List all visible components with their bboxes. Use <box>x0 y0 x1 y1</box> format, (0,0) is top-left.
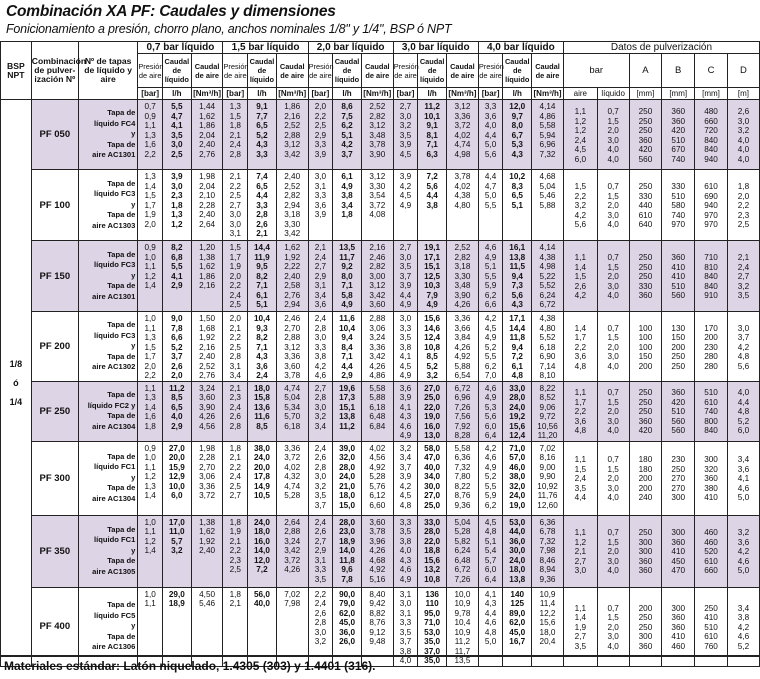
datos-col-3: 330 510 580 740 970 <box>662 170 695 241</box>
mm-unit-header: [mm] <box>662 88 695 100</box>
caudal-aire-header: Caudal de aire <box>276 54 308 88</box>
caudal-liquido-header: Caudal de líquido <box>162 54 191 88</box>
c07-col-2: 1,98 2,04 2,10 2,28 2,40 2,64 <box>191 170 223 241</box>
datos-col-4: 460 460 520 610 660 <box>695 515 728 587</box>
c07-col-2: 1,20 1,38 1,62 1,86 2,16 <box>191 241 223 312</box>
c20-col-2: 2,52 2,82 3,12 3,48 3,78 3,90 <box>361 100 393 170</box>
c15-col-2: 2,40 2,52 2,82 2,94 3,18 3,30 3,42 <box>276 170 308 241</box>
datos-col-3: 230 250 270 270 300 <box>662 441 695 515</box>
table-row <box>1 441 760 515</box>
datos-col-3: 300 360 360 410 460 <box>662 587 695 666</box>
table-row <box>1 515 760 587</box>
liquido-unit-header: líquido <box>597 88 629 100</box>
caudal-aire-header: Caudal de aire <box>191 54 223 88</box>
c07-col-1: 27,0 20,0 15,9 12,9 10,0 6,0 <box>162 441 191 515</box>
c15-col-1: 24,0 18,0 16,0 14,0 12,0 7,2 <box>248 515 277 587</box>
model-cell: PF 150 <box>31 241 78 312</box>
c15-col-2: 4,74 5,04 5,34 5,70 6,18 <box>276 381 308 441</box>
c15-col-1: 14,4 11,9 9,5 8,2 7,1 6,1 5,1 <box>248 241 277 312</box>
datos-header: Datos de pulverización <box>563 42 759 54</box>
caudal-liquido-header: Caudal de líquido <box>418 54 447 88</box>
datos-col-4: 170 200 230 280 280 <box>695 312 728 382</box>
presion-aire-header: Presión de aire <box>478 54 503 88</box>
c07-col-0: 0,7 0,9 1,1 1,3 1,6 2,2 <box>138 100 163 170</box>
datos-col-1: 0,7 1,5 2,0 3,0 4,0 <box>597 441 629 515</box>
c40-col-1: 16,1 13,8 11,5 9,4 7,3 5,6 4,3 <box>503 241 532 312</box>
unit-header: [Nm³/h] <box>448 89 477 98</box>
c20-col-2: 2,88 3,06 3,24 3,36 3,42 4,26 4,86 <box>361 312 393 382</box>
c20-col-0: 2,4 2,6 2,8 3,0 3,2 3,5 3,7 <box>308 441 333 515</box>
model-cell: PF 050 <box>31 100 78 170</box>
c40-col-2: 4,38 4,80 5,52 6,18 6,90 7,14 8,10 <box>532 312 564 382</box>
c40-col-0: 4,6 4,9 5,1 5,5 5,9 6,2 6,6 <box>478 241 503 312</box>
c15-col-1: 38,0 24,0 20,0 17,8 14,9 10,5 <box>248 441 277 515</box>
c20-col-0: 2,4 2,6 2,7 2,9 3,1 3,3 3,5 <box>308 515 333 587</box>
unit-header: l/h <box>162 88 191 100</box>
datos-col-4: 250 410 510 610 760 <box>695 587 728 666</box>
datos-col-5: 3,2 3,6 4,2 4,6 5,0 <box>727 515 759 587</box>
datos-col-2: 250 250 250 330 360 <box>629 241 662 312</box>
c40-col-1: 140 125 89,0 62,0 45,0 16,7 <box>503 587 532 666</box>
p40-header: 4,0 bar líquido <box>478 42 563 54</box>
c40-col-2: 6,36 6,78 7,32 7,98 8,46 8,94 9,36 <box>532 515 564 587</box>
c15-col-2: 2,64 2,88 3,24 3,42 3,72 4,26 <box>276 515 308 587</box>
tapa-desc-cell: Tapa de líquido FC3 y Tapa de aire AC1303 <box>78 170 137 241</box>
datos-col-4: 710 810 840 840 910 <box>695 241 728 312</box>
c15-col-1: 9,1 7,7 6,5 5,2 4,3 3,3 <box>248 100 277 170</box>
p20-header: 2,0 bar líquido <box>308 42 393 54</box>
datos-col-5: 2,6 3,0 3,2 4,0 4,0 4,0 <box>727 100 759 170</box>
c30-col-0: 3,2 3,4 3,7 3,9 4,2 4,5 4,8 <box>393 441 418 515</box>
unit-header: [Nm³/h] <box>278 89 307 98</box>
unit-header: [bar] <box>138 88 163 100</box>
c40-col-1: 17,1 14,4 11,8 9,4 7,2 6,1 4,8 <box>503 312 532 382</box>
c40-col-2: 4,14 4,38 4,98 5,22 5,52 6,24 6,72 <box>532 241 564 312</box>
datos-col-0: 1,1 1,5 2,4 3,5 4,4 <box>563 441 597 515</box>
presion-aire-header: Presión de aire <box>393 54 418 88</box>
datos-col-0: 1,1 1,2 1,2 2,4 4,5 6,0 <box>563 100 597 170</box>
c40-col-0: 4,1 4,3 4,4 4,6 4,8 5,0 <box>478 587 503 666</box>
c07-col-1: 8,2 6,8 5,5 4,1 2,9 <box>162 241 191 312</box>
tapa-desc-cell: Tapa de líquido FC5 y Tapa de aire AC1306 <box>78 587 137 666</box>
datos-col-3: 360 410 410 510 560 <box>662 241 695 312</box>
datos-col-4: 510 610 740 800 840 <box>695 381 728 441</box>
D-header: D <box>727 54 759 88</box>
c15-col-1: 10,4 9,3 8,2 7,1 4,3 3,6 2,4 <box>248 312 277 382</box>
unit-header: l/h <box>418 88 447 100</box>
datos-col-3: 130 150 200 250 250 <box>662 312 695 382</box>
footer-note: Materiales estándar: Latón niquelado, 1.4305 (303) y 1.4401 (316). <box>4 659 376 673</box>
c15-col-0: 2,0 2,1 2,2 2,5 2,8 3,1 3,4 <box>223 312 248 382</box>
c15-col-1: 18,0 15,8 13,6 11,6 8,5 <box>248 381 277 441</box>
c20-col-0: 2,7 2,8 3,0 3,2 3,4 <box>308 381 333 441</box>
datos-col-1: 0,7 1,5 2,0 3,0 4,0 <box>597 241 629 312</box>
c20-col-0: 2,1 2,4 2,7 2,9 3,1 3,4 3,6 <box>308 241 333 312</box>
tapa-desc-cell: Tapa de líquido FC2 y Tapa de aire AC1304 <box>78 381 137 441</box>
comb-header: Combinación de pulver-ización Nº <box>31 42 78 100</box>
datos-col-2: 250 330 440 610 640 <box>629 170 662 241</box>
p15-header: 1,5 bar líquido <box>223 42 308 54</box>
c20-col-1: 19,6 17,3 15,1 13,8 11,2 <box>333 381 362 441</box>
datos-col-3: 360 420 510 560 560 <box>662 381 695 441</box>
c20-col-0: 2,4 2,8 3,0 3,3 3,8 4,2 4,6 <box>308 312 333 382</box>
c40-col-0: 3,3 3,6 4,0 4,4 5,0 5,6 <box>478 100 503 170</box>
datos-col-0: 1,1 1,4 1,9 2,7 3,5 <box>563 587 597 666</box>
caudal-liquido-header: Caudal de líquido <box>248 54 277 88</box>
c30-col-2: 3,36 3,66 3,84 4,26 4,92 5,88 6,54 <box>447 312 479 382</box>
c15-col-2: 3,36 3,72 4,02 4,32 4,74 5,28 <box>276 441 308 515</box>
tapa-desc-cell: Tapa de líquido FC3 y Tapa de aire AC1302 <box>78 312 137 382</box>
c30-col-0: 3,1 3,0 3,1 3,3 3,5 3,7 3,8 4,0 <box>393 587 418 666</box>
datos-col-1: 0,7 1,5 2,0 3,0 4,0 <box>597 587 629 666</box>
datos-col-4: 300 320 360 380 410 <box>695 441 728 515</box>
c30-col-2: 3,12 3,36 3,72 4,02 4,74 4,98 <box>447 100 479 170</box>
c30-col-2: 6,72 6,96 7,26 7,56 7,92 8,28 <box>447 381 479 441</box>
c07-col-1: 3,9 3,0 2,3 1,8 1,3 1,2 <box>162 170 191 241</box>
c07-col-0: 0,9 1,0 1,1 1,2 1,4 <box>138 241 163 312</box>
table-row <box>1 381 760 441</box>
unit-header: l/h <box>333 88 362 100</box>
c40-col-1: 53,0 44,0 36,0 30,0 24,0 18,0 13,8 <box>503 515 532 587</box>
datos-col-5: 4,0 4,4 4,8 5,2 6,0 <box>727 381 759 441</box>
datos-col-1: 0,7 1,5 2,0 3,0 4,0 4,0 <box>597 100 629 170</box>
c20-col-2: 3,60 3,78 3,96 4,26 4,68 4,92 5,16 <box>361 515 393 587</box>
datos-col-4: 610 690 940 970 970 <box>695 170 728 241</box>
datos-col-5: 3,4 3,8 4,2 4,6 5,2 <box>727 587 759 666</box>
unit-header: [Nm³/h] <box>363 89 392 98</box>
unit-header: [bar] <box>308 88 333 100</box>
datos-col-5: 2,1 2,4 2,7 3,2 3,5 <box>727 241 759 312</box>
table-row <box>1 241 760 312</box>
unit-header: [bar] <box>393 88 418 100</box>
c30-col-2: 5,58 6,36 7,32 7,80 8,22 8,76 9,36 <box>447 441 479 515</box>
c30-col-0: 3,3 3,5 3,8 4,0 4,3 4,6 4,9 <box>393 515 418 587</box>
c20-col-1: 6,1 4,9 3,8 3,4 1,8 <box>333 170 362 241</box>
A-header: A <box>629 54 662 88</box>
unit-header: [bar] <box>223 88 248 100</box>
c15-col-2: 7,02 7,98 <box>276 587 308 666</box>
mm-unit-header: [mm] <box>695 88 728 100</box>
c07-col-2: 1,50 1,68 1,92 2,16 2,40 2,52 2,76 <box>191 312 223 382</box>
c15-col-0: 2,1 2,2 2,5 2,7 3,0 3,0 3,1 <box>223 170 248 241</box>
tapa-desc-cell: Tapa de líquido FC1 y Tapa de aire AC1305 <box>78 515 137 587</box>
datos-col-0: 1,1 1,4 1,5 2,6 4,2 <box>563 241 597 312</box>
table-row <box>1 170 760 241</box>
footer-divider <box>0 655 760 657</box>
datos-col-5: 3,0 3,7 4,2 4,8 5,6 <box>727 312 759 382</box>
unit-header: l/h <box>503 88 532 100</box>
caudal-aire-header: Caudal de aire <box>532 54 564 88</box>
bsp-cell: 1/8 ó 1/4 <box>1 100 32 667</box>
B-header: B <box>662 54 695 88</box>
c20-col-1: 13,5 11,7 9,2 8,0 7,1 5,8 4,9 <box>333 241 362 312</box>
c30-col-0: 2,7 3,0 3,2 3,5 3,9 4,5 <box>393 100 418 170</box>
datos-col-1: 0,7 1,5 2,0 3,0 4,0 <box>597 312 629 382</box>
datos-col-1: 0,7 1,5 2,0 3,0 4,0 <box>597 515 629 587</box>
c30-col-2: 2,52 2,82 3,18 3,30 3,48 3,90 4,26 <box>447 241 479 312</box>
c30-col-0: 3,0 3,3 3,5 3,8 4,1 4,5 4,9 <box>393 312 418 382</box>
unit-header: [Nm³/h] <box>533 89 562 98</box>
c15-col-0: 1,8 2,1 2,2 2,4 2,5 2,7 <box>223 441 248 515</box>
c15-col-0: 1,3 1,5 1,8 2,1 2,4 2,8 <box>223 100 248 170</box>
c15-col-2: 2,46 2,70 2,88 3,12 3,36 3,60 3,78 <box>276 312 308 382</box>
c40-col-2: 8,22 8,52 9,06 9,72 10,56 11,20 <box>532 381 564 441</box>
model-cell: PF 350 <box>31 515 78 587</box>
flow-table <box>0 41 760 667</box>
datos-col-0: 1,5 2,2 3,2 4,2 5,6 <box>563 170 597 241</box>
c07-col-0: 1,1 1,3 1,4 1,6 1,8 <box>138 381 163 441</box>
c30-col-1: 15,6 14,6 12,4 10,8 8,5 5,2 3,2 <box>418 312 447 382</box>
c07-col-1: 9,0 7,8 6,6 5,2 3,7 2,6 2,0 <box>162 312 191 382</box>
c07-col-2: 1,98 2,28 2,70 3,06 3,36 3,72 <box>191 441 223 515</box>
c30-col-1: 7,2 5,6 4,4 3,8 <box>418 170 447 241</box>
c20-col-1: 8,6 7,5 6,2 5,1 4,2 3,7 <box>333 100 362 170</box>
c15-col-0: 1,8 1,9 2,1 2,2 2,3 2,5 <box>223 515 248 587</box>
c40-col-1: 71,0 57,0 46,0 38,0 32,0 24,0 19,0 <box>503 441 532 515</box>
c30-col-1: 33,0 28,0 22,0 18,8 15,6 13,2 10,8 <box>418 515 447 587</box>
datos-col-3: 300 360 410 450 470 <box>662 515 695 587</box>
bar-header: bar <box>563 54 629 88</box>
c40-col-1: 33,0 28,0 24,0 19,2 15,6 12,4 <box>503 381 532 441</box>
c07-col-2: 1,44 1,62 1,86 2,04 2,40 2,76 <box>191 100 223 170</box>
c40-col-0: 4,2 4,5 4,9 5,2 5,5 6,2 7,0 <box>478 312 503 382</box>
aire-unit-header: aire <box>563 88 597 100</box>
c30-col-0: 2,7 3,0 3,5 3,7 3,9 4,4 4,9 <box>393 241 418 312</box>
c40-col-0: 4,2 4,6 4,9 5,2 5,5 5,9 6,2 <box>478 441 503 515</box>
datos-col-1: 0,7 1,5 2,0 3,0 4,0 <box>597 170 629 241</box>
p30-header: 3,0 bar líquido <box>393 42 478 54</box>
c30-col-2: 10,0 10,9 9,78 10,4 10,9 11,2 11,7 13,5 <box>447 587 479 666</box>
page-title: Combinación XA PF: Caudales y dimensiones <box>6 3 336 20</box>
c30-col-2: 5,04 5,28 5,82 6,24 6,48 6,72 7,26 <box>447 515 479 587</box>
m-unit-header: [m] <box>727 88 759 100</box>
c07-col-0: 1,0 1,1 1,2 1,4 <box>138 515 163 587</box>
c20-col-1: 39,0 32,0 28,0 24,0 21,0 18,0 15,0 <box>333 441 362 515</box>
datos-col-2: 250 250 250 360 420 <box>629 381 662 441</box>
c30-col-1: 58,0 47,0 40,0 34,0 30,0 27,0 25,0 <box>418 441 447 515</box>
c30-col-1: 136 110 95,0 71,0 53,0 35,0 37,0 35,0 <box>418 587 447 666</box>
table-row <box>1 312 760 382</box>
c20-col-1: 11,6 10,4 9,4 8,4 7,1 4,4 2,9 <box>333 312 362 382</box>
datos-col-2: 180 180 200 200 240 <box>629 441 662 515</box>
c40-col-1: 12,0 9,7 8,0 6,7 5,3 4,3 <box>503 100 532 170</box>
c40-col-0: 4,6 4,9 5,3 5,6 6,0 6,4 <box>478 381 503 441</box>
c15-col-2: 1,62 1,92 2,22 2,40 2,58 2,76 2,94 <box>276 241 308 312</box>
c30-col-1: 11,2 10,1 9,1 8,1 7,1 6,3 <box>418 100 447 170</box>
c20-col-0: 3,0 3,1 3,3 3,6 3,9 <box>308 170 333 241</box>
c20-col-2: 8,40 9,42 8,82 8,76 9,12 9,48 <box>361 587 393 666</box>
c20-col-2: 2,16 2,46 2,82 3,00 3,12 3,42 3,60 <box>361 241 393 312</box>
c20-col-2: 4,02 4,56 4,92 5,28 5,76 6,12 6,60 <box>361 441 393 515</box>
datos-col-3: 360 360 420 510 670 740 <box>662 100 695 170</box>
datos-col-1: 0,7 1,5 2,0 3,0 4,0 <box>597 381 629 441</box>
c20-col-2: 5,58 5,88 6,18 6,48 6,84 <box>361 381 393 441</box>
presion-aire-header: Presión de aire <box>138 54 163 88</box>
c40-col-1: 10,2 8,3 6,5 5,1 <box>503 170 532 241</box>
unit-header: l/h <box>248 88 277 100</box>
model-cell: PF 400 <box>31 587 78 666</box>
c40-col-0: 4,5 4,8 5,1 5,4 5,7 6,0 6,4 <box>478 515 503 587</box>
tapas-header: Nº de tapas de líquido y aire <box>78 42 137 100</box>
datos-col-2: 200 250 250 300 360 <box>629 587 662 666</box>
c07-col-0: 1,3 1,4 1,5 1,7 1,9 2,0 <box>138 170 163 241</box>
c40-col-0: 4,4 4,7 5,0 5,5 <box>478 170 503 241</box>
c20-col-0: 2,2 2,4 2,6 2,8 3,0 3,2 <box>308 587 333 666</box>
c15-col-0: 1,8 2,1 <box>223 587 248 666</box>
caudal-liquido-header: Caudal de líquido <box>333 54 362 88</box>
tapa-desc-cell: Tapa de líquido FC4 y Tapa de aire AC1301 <box>78 100 137 170</box>
model-cell: PF 300 <box>31 441 78 515</box>
bsp-header: BSP NPT <box>1 42 32 100</box>
unit-header: [bar] <box>478 88 503 100</box>
datos-col-2: 100 100 100 150 200 <box>629 312 662 382</box>
model-cell: PF 200 <box>31 312 78 382</box>
datos-col-5: 3,4 3,6 4,1 4,6 5,0 <box>727 441 759 515</box>
c07-col-1: 11,2 8,5 6,5 4,0 2,9 <box>162 381 191 441</box>
datos-col-5: 1,8 2,0 2,2 2,3 2,5 <box>727 170 759 241</box>
c15-col-1: 7,4 6,5 4,4 3,3 2,8 2,6 2,1 <box>248 170 277 241</box>
c20-col-1: 90,0 79,0 62,0 45,0 36,0 26,0 <box>333 587 362 666</box>
c07-col-1: 29,0 18,9 <box>162 587 191 666</box>
tapa-desc-cell: Tapa de líquido FC3 y Tapa de aire AC1301 <box>78 241 137 312</box>
c40-col-2: 4,68 5,04 5,46 5,88 <box>532 170 564 241</box>
c07-col-1: 17,0 11,0 5,7 3,2 <box>162 515 191 587</box>
datos-col-2: 250 250 250 360 420 560 <box>629 100 662 170</box>
page-subtitle: Fonicionamiento a presión, chorro plano, anchos nominales 1/8" y 1/4", BSP ó NPT <box>6 22 452 36</box>
datos-col-4: 480 660 720 840 840 940 <box>695 100 728 170</box>
datos-col-0: 1,1 1,7 2,2 3,6 4,8 <box>563 381 597 441</box>
c30-col-0: 3,6 3,9 4,1 4,3 4,6 4,9 <box>393 381 418 441</box>
C-header: C <box>695 54 728 88</box>
model-cell: PF 100 <box>31 170 78 241</box>
c07-col-2: 4,50 5,46 <box>191 587 223 666</box>
unit-header: [Nm³/h] <box>193 89 222 98</box>
c30-col-1: 27,0 25,0 22,0 19,0 16,0 13,0 <box>418 381 447 441</box>
datos-col-0: 1,4 1,7 2,2 3,6 4,8 <box>563 312 597 382</box>
c07-col-0: 0,9 1,0 1,1 1,2 1,3 1,4 <box>138 441 163 515</box>
c20-col-0: 2,0 2,2 2,5 2,9 3,3 3,9 <box>308 100 333 170</box>
c20-col-1: 28,0 23,0 18,9 14,0 11,8 9,6 7,8 <box>333 515 362 587</box>
c15-col-1: 56,0 40,0 <box>248 587 277 666</box>
c07-col-2: 1,38 1,62 1,92 2,40 <box>191 515 223 587</box>
p07-header: 0,7 bar líquido <box>138 42 223 54</box>
c40-col-2: 7,02 8,16 9,00 9,90 10,92 11,76 12,60 <box>532 441 564 515</box>
datos-col-0: 1,1 1,2 2,1 2,7 3,0 <box>563 515 597 587</box>
c40-col-2: 10,9 11,4 12,2 15,6 18,0 20,4 <box>532 587 564 666</box>
c07-col-1: 5,5 4,7 4,1 3,5 3,0 2,5 <box>162 100 191 170</box>
model-cell: PF 250 <box>31 381 78 441</box>
c15-col-0: 2,1 2,3 2,4 2,6 2,8 <box>223 381 248 441</box>
c15-col-2: 1,86 2,16 2,52 2,88 3,12 3,42 <box>276 100 308 170</box>
c07-col-0: 1,0 1,1 <box>138 587 163 666</box>
c07-col-0: 1,0 1,1 1,3 1,5 1,7 2,0 2,2 <box>138 312 163 382</box>
caudal-aire-header: Caudal de aire <box>361 54 393 88</box>
table-row <box>1 100 760 170</box>
mm-unit-header: [mm] <box>629 88 662 100</box>
c15-col-0: 1,5 1,7 1,9 2,0 2,2 2,4 2,5 <box>223 241 248 312</box>
c30-col-0: 3,9 4,2 4,5 4,9 <box>393 170 418 241</box>
datos-col-2: 250 300 300 360 360 <box>629 515 662 587</box>
c20-col-2: 3,12 3,30 3,54 3,72 4,08 <box>361 170 393 241</box>
caudal-liquido-header: Caudal de líquido <box>503 54 532 88</box>
c40-col-2: 4,14 4,86 5,58 5,94 6,96 7,32 <box>532 100 564 170</box>
c30-col-2: 3,78 4,02 4,38 4,80 <box>447 170 479 241</box>
tapa-desc-cell: Tapa de líquido FC1 y Tapa de aire AC1304 <box>78 441 137 515</box>
presion-aire-header: Presión de aire <box>223 54 248 88</box>
caudal-aire-header: Caudal de aire <box>447 54 479 88</box>
c07-col-2: 3,24 3,60 3,90 4,26 4,56 <box>191 381 223 441</box>
c30-col-1: 19,1 17,1 15,1 12,5 10,3 7,9 4,9 <box>418 241 447 312</box>
presion-aire-header: Presión de aire <box>308 54 333 88</box>
